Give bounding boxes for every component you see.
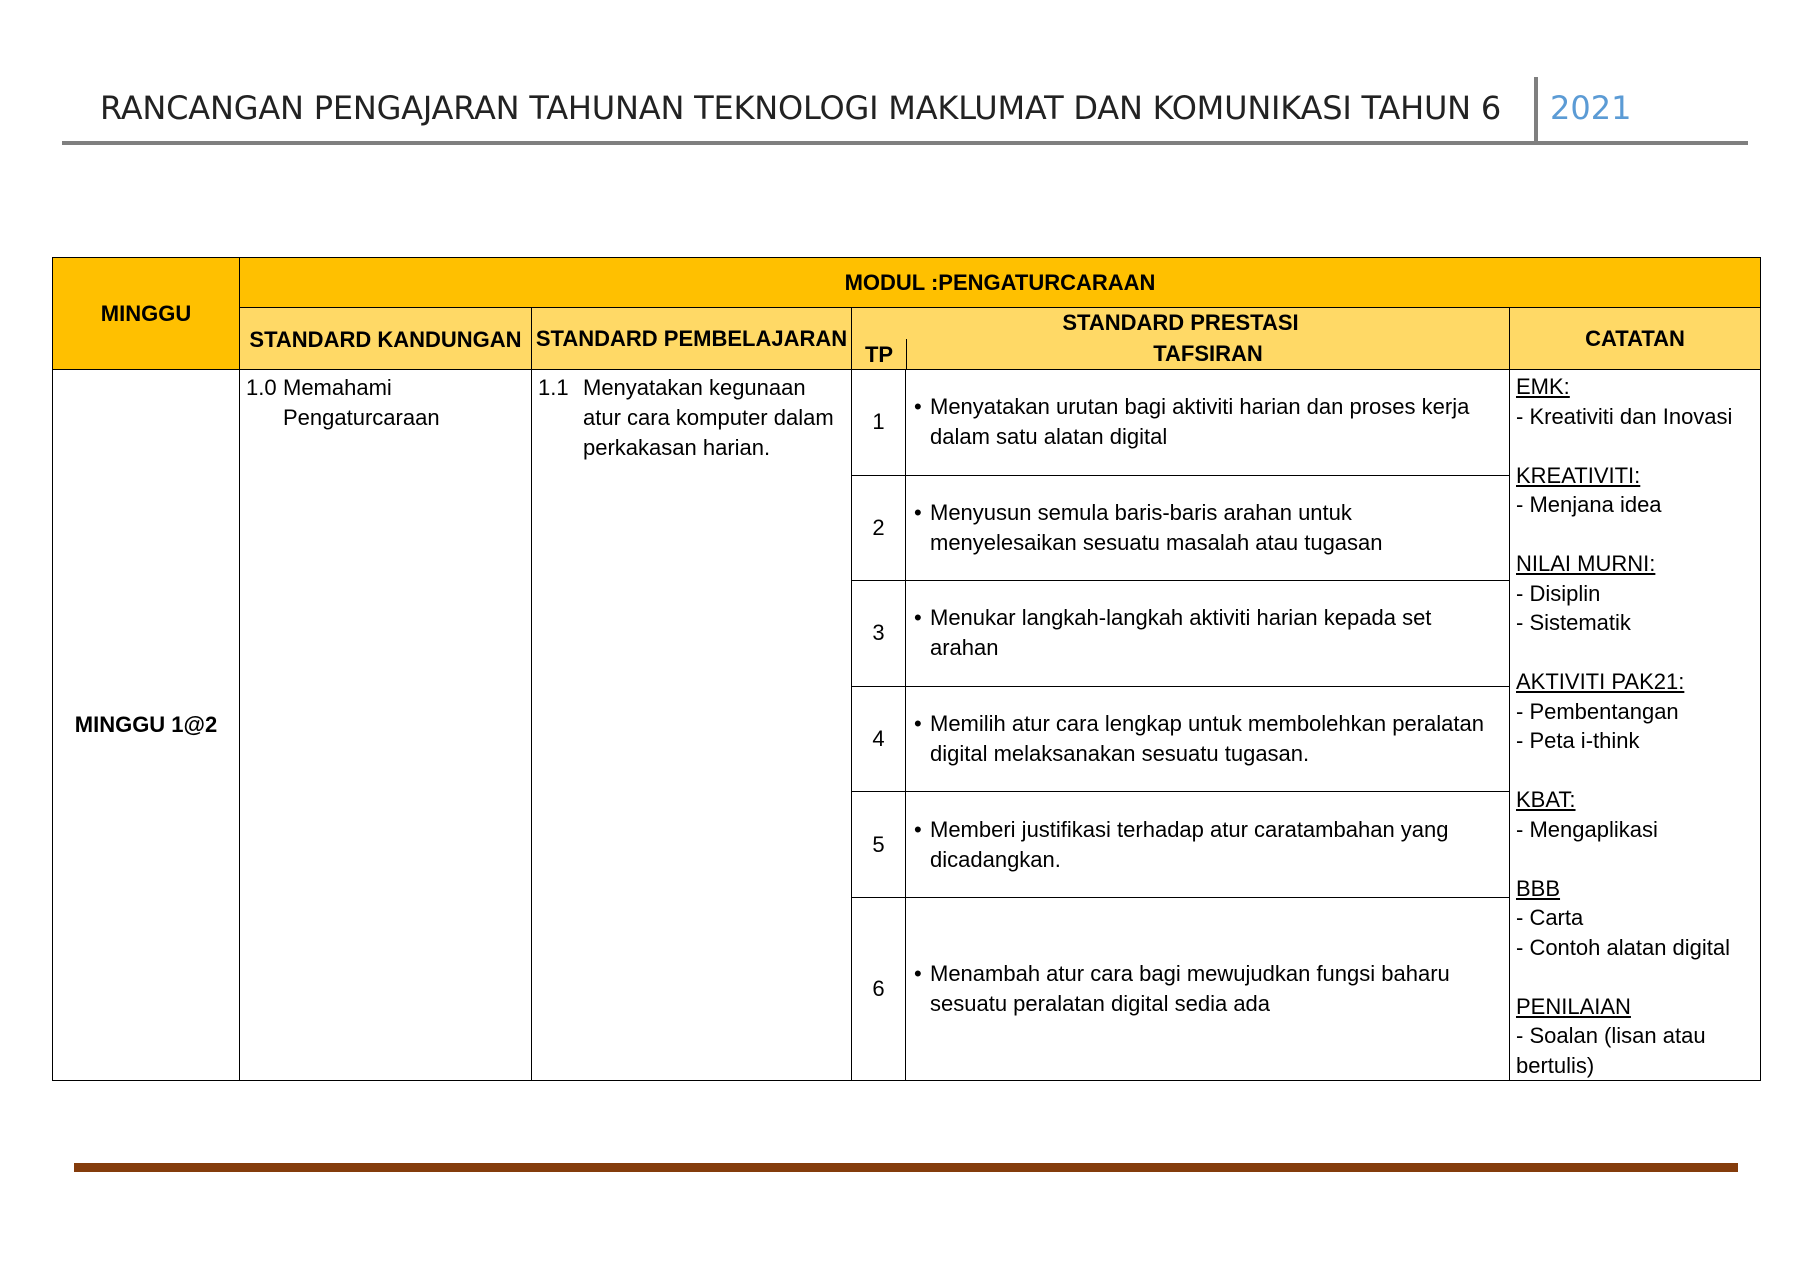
tp-cell: 4 bbox=[852, 686, 906, 792]
tp-cell: 2 bbox=[852, 475, 906, 581]
bullet-icon: • bbox=[914, 605, 922, 631]
tafsiran-text: Menyatakan urutan bagi aktiviti harian dan proses kerja dalam satu alatan digital bbox=[930, 394, 1470, 450]
catatan-section bbox=[1516, 874, 1754, 963]
sp-text: Menyatakan kegunaan atur cara komputer dalam perkakasan harian. bbox=[583, 375, 834, 460]
tafsiran-cell bbox=[906, 475, 1510, 581]
catatan-item: - Disiplin bbox=[1516, 580, 1601, 606]
tp-cell: 5 bbox=[852, 792, 906, 898]
catatan-item: - Peta i-think bbox=[1516, 728, 1640, 753]
tafsiran-text: Memberi justifikasi terhadap atur caratambahan yang dicadangkan. bbox=[930, 816, 1449, 872]
tafsiran-cell bbox=[906, 686, 1510, 792]
catatan-heading: NILAI MURNI: bbox=[1516, 551, 1656, 576]
catatan-item: - Kreativiti dan Inovasi bbox=[1516, 403, 1733, 429]
minggu-cell: MINGGU 1@2 bbox=[53, 370, 240, 1081]
page-year: 2021 bbox=[1550, 89, 1632, 127]
catatan-section bbox=[1516, 785, 1754, 844]
header-rule bbox=[62, 141, 1748, 145]
tafsiran-cell bbox=[906, 370, 1510, 476]
catatan-heading: KREATIVITI: bbox=[1516, 462, 1641, 488]
page-header bbox=[62, 75, 1748, 145]
catatan-heading: BBB bbox=[1516, 875, 1561, 901]
catatan-item: - Mengaplikasi bbox=[1516, 816, 1658, 842]
tp-header: TP bbox=[852, 339, 907, 369]
catatan-heading: KBAT: bbox=[1516, 787, 1576, 812]
catatan-item: - Contoh alatan digital bbox=[1516, 934, 1731, 960]
catatan-item: - Soalan (lisan atau bertulis) bbox=[1516, 1023, 1706, 1078]
catatan-section bbox=[1516, 372, 1754, 431]
catatan-header: CATATAN bbox=[1510, 308, 1761, 370]
catatan-item: - Sistematik bbox=[1516, 610, 1631, 635]
tafsiran-cell bbox=[906, 897, 1510, 1080]
bullet-icon: • bbox=[914, 499, 922, 525]
tafsiran-text: Menyusun semula baris-baris arahan untuk menyelesaikan sesuatu masalah atau tugasan bbox=[930, 499, 1383, 555]
catatan-section bbox=[1516, 549, 1754, 638]
tafsiran-cell bbox=[906, 792, 1510, 898]
tafsiran-text: Menambah atur cara bagi mewujudkan fungsi baharu sesuatu peralatan digital sedia ada bbox=[930, 960, 1450, 1016]
sp-number: 1.1 bbox=[538, 375, 569, 400]
tafsiran-header: TAFSIRAN bbox=[1153, 341, 1263, 366]
modul-header: MODUL :PENGATURCARAAN bbox=[240, 258, 1761, 308]
standard-pembelajaran-header: STANDARD PEMBELAJARAN bbox=[532, 308, 852, 370]
sk-text: Memahami Pengaturcaraan bbox=[283, 375, 440, 430]
tafsiran-text: Memilih atur cara lengkap untuk membolehkan peralatan digital melaksanakan sesuatu tugasan. bbox=[930, 711, 1484, 767]
catatan-heading: AKTIVITI PAK21: bbox=[1516, 669, 1685, 694]
catatan-heading: PENILAIAN bbox=[1516, 993, 1631, 1019]
standard-prestasi-label: STANDARD PRESTASI bbox=[1062, 310, 1299, 336]
bullet-icon: • bbox=[914, 816, 922, 842]
page-title: RANCANGAN PENGAJARAN TAHUNAN TEKNOLOGI MAKLUMAT DAN KOMUNIKASI TAHUN 6 bbox=[100, 89, 1502, 127]
catatan-item: - Pembentangan bbox=[1516, 698, 1679, 724]
tp-cell: 6 bbox=[852, 897, 906, 1080]
tafsiran-text: Menukar langkah-langkah aktiviti harian kepada set arahan bbox=[930, 605, 1432, 661]
tp-cell: 1 bbox=[852, 370, 906, 476]
standard-pembelajaran-cell bbox=[532, 370, 852, 1081]
minggu-header: MINGGU bbox=[53, 258, 240, 370]
catatan-section bbox=[1516, 461, 1754, 520]
catatan-cell bbox=[1510, 370, 1761, 1081]
bullet-icon: • bbox=[914, 960, 922, 986]
standard-kandungan-cell bbox=[240, 370, 532, 1081]
catatan-heading: EMK: bbox=[1516, 374, 1570, 399]
catatan-section bbox=[1516, 667, 1754, 756]
bullet-icon: • bbox=[914, 394, 922, 420]
catatan-section bbox=[1516, 992, 1754, 1081]
tafsiran-cell bbox=[906, 581, 1510, 687]
sk-number: 1.0 bbox=[246, 375, 277, 400]
catatan-item: - Menjana idea bbox=[1516, 492, 1662, 517]
bullet-icon: • bbox=[914, 711, 922, 737]
rpt-table bbox=[52, 257, 1761, 1081]
tp-cell: 3 bbox=[852, 581, 906, 687]
footer-rule bbox=[74, 1163, 1738, 1172]
header-divider bbox=[1534, 77, 1538, 143]
standard-prestasi-header bbox=[852, 308, 1510, 370]
standard-kandungan-header: STANDARD KANDUNGAN bbox=[240, 308, 532, 370]
catatan-item: - Carta bbox=[1516, 905, 1584, 930]
